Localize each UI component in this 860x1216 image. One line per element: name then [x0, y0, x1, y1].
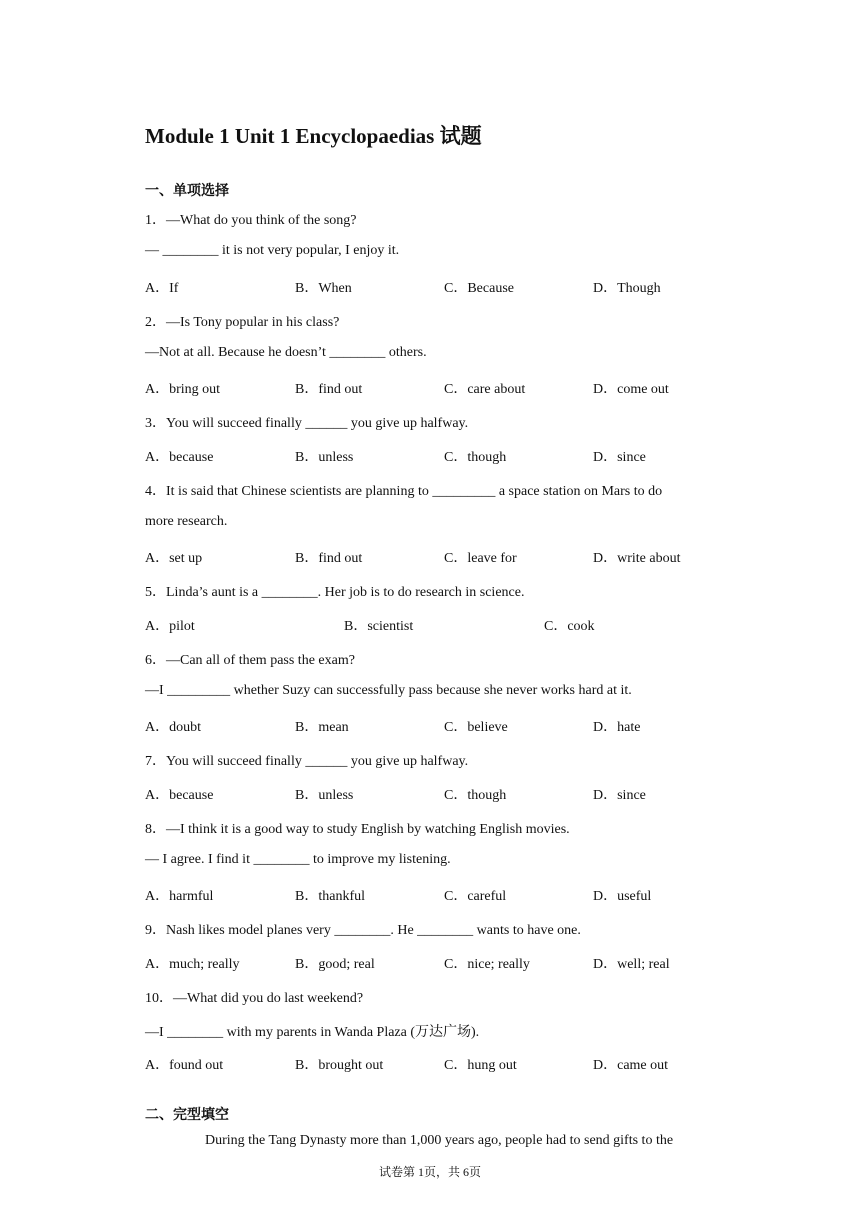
- option-c[interactable]: C．careful: [444, 889, 507, 904]
- option-d[interactable]: D．came out: [593, 1058, 669, 1073]
- question-1-line-2: — ________ it is not very popular, I enjoy it.: [145, 243, 400, 258]
- option-c[interactable]: C．Because: [444, 281, 514, 296]
- question-6-options: [145, 716, 745, 736]
- question-6-line-1: 6．—Can all of them pass the exam?: [145, 653, 355, 668]
- question-10-options: [145, 1054, 745, 1074]
- option-a[interactable]: A．because: [145, 788, 214, 803]
- option-a[interactable]: A．pilot: [145, 619, 195, 634]
- page-title: Module 1 Unit 1 Encyclopaedias 试题: [145, 124, 482, 148]
- cloze-passage-line: During the Tang Dynasty more than 1,000 years ago, people had to send gifts to the: [205, 1133, 674, 1148]
- option-d[interactable]: D．come out: [593, 382, 669, 397]
- question-2-line-1: 2．—Is Tony popular in his class?: [145, 315, 340, 330]
- option-b[interactable]: B．mean: [295, 720, 349, 735]
- question-2-options: [145, 378, 745, 398]
- option-b[interactable]: B．scientist: [344, 619, 414, 634]
- question-4-line-1: 4．It is said that Chinese scientists are planning to _________ a space station on Mars to do: [145, 484, 663, 499]
- option-a[interactable]: A．much; really: [145, 957, 240, 972]
- question-10-line-1: 10．—What did you do last weekend?: [145, 991, 364, 1006]
- question-5-options: [145, 615, 745, 635]
- section-title-cloze: 二、完型填空: [145, 1107, 229, 1123]
- option-d[interactable]: D．since: [593, 788, 646, 803]
- question-4-line-2: more research.: [145, 514, 228, 529]
- question-8-line-1: 8．—I think it is a good way to study English by watching English movies.: [145, 822, 570, 837]
- option-b[interactable]: B．good; real: [295, 957, 375, 972]
- question-9-options: [145, 953, 745, 973]
- question-3-options: [145, 446, 745, 466]
- option-c[interactable]: C．though: [444, 788, 507, 803]
- option-c[interactable]: C．leave for: [444, 551, 517, 566]
- option-a[interactable]: A．because: [145, 450, 214, 465]
- option-b[interactable]: B．brought out: [295, 1058, 384, 1073]
- question-7-options: [145, 784, 745, 804]
- option-c[interactable]: C．hung out: [444, 1058, 517, 1073]
- option-b[interactable]: B．find out: [295, 382, 363, 397]
- question-4-options: [145, 547, 745, 567]
- option-b[interactable]: B．thankful: [295, 889, 365, 904]
- option-a[interactable]: A．set up: [145, 551, 203, 566]
- question-6-line-2: —I _________ whether Suzy can successfully pass because she never works hard at it.: [145, 683, 632, 698]
- option-d[interactable]: D．well; real: [593, 957, 670, 972]
- question-7-line-1: 7．You will succeed finally ______ you give up halfway.: [145, 754, 469, 769]
- option-d[interactable]: D．write about: [593, 551, 681, 566]
- section-title-single-choice: 一、单项选择: [145, 183, 229, 199]
- option-b[interactable]: B．find out: [295, 551, 363, 566]
- option-b[interactable]: B．unless: [295, 788, 354, 803]
- page-footer: 试卷第 1页，共 6页: [378, 1165, 481, 1179]
- option-d[interactable]: D．Though: [593, 281, 661, 296]
- option-b[interactable]: B．When: [295, 281, 352, 296]
- option-a[interactable]: A．bring out: [145, 382, 221, 397]
- question-10-line-2: —I ________ with my parents in Wanda Plaza (万达广场).: [145, 1025, 480, 1040]
- option-d[interactable]: D．hate: [593, 720, 641, 735]
- question-1-line-1: 1．—What do you think of the song?: [145, 213, 357, 228]
- question-9-line-1: 9．Nash likes model planes very ________. He ________ wants to have one.: [145, 923, 581, 938]
- option-a[interactable]: A．If: [145, 281, 179, 296]
- question-3-line-1: 3．You will succeed finally ______ you give up halfway.: [145, 416, 469, 431]
- question-1-options: [145, 277, 745, 297]
- question-8-line-2: — I agree. I find it ________ to improve my listening.: [145, 852, 451, 867]
- option-a[interactable]: A．harmful: [145, 889, 214, 904]
- option-c[interactable]: C．care about: [444, 382, 526, 397]
- option-c[interactable]: C．believe: [444, 720, 508, 735]
- question-2-line-2: —Not at all. Because he doesn’t ________ others.: [145, 345, 427, 360]
- question-8-options: [145, 885, 745, 905]
- option-a[interactable]: A．found out: [145, 1058, 224, 1073]
- option-d[interactable]: D．since: [593, 450, 646, 465]
- option-c[interactable]: C．cook: [544, 619, 595, 634]
- option-c[interactable]: C．nice; really: [444, 957, 530, 972]
- option-a[interactable]: A．doubt: [145, 720, 201, 735]
- question-5-line-1: 5．Linda’s aunt is a ________. Her job is to do research in science.: [145, 585, 525, 600]
- option-c[interactable]: C．though: [444, 450, 507, 465]
- option-d[interactable]: D．useful: [593, 889, 652, 904]
- option-b[interactable]: B．unless: [295, 450, 354, 465]
